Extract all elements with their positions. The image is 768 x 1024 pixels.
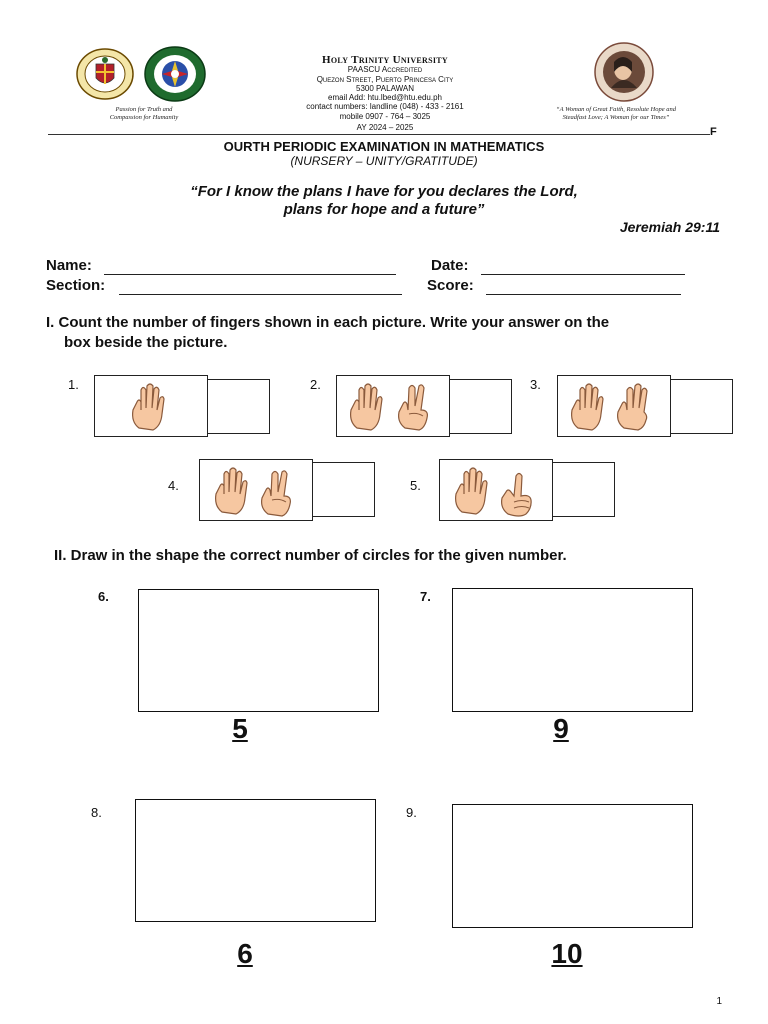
- hand-five-icon: [456, 468, 487, 514]
- part1-instruction-line-2: box beside the picture.: [64, 334, 228, 351]
- target-number-9: 10: [551, 938, 583, 969]
- finger-picture-4: [199, 459, 313, 521]
- item-number: 9.: [406, 805, 417, 820]
- patroness-portrait-icon: [594, 42, 654, 102]
- exam-title: OURTH PERIODIC EXAMINATION IN MATHEMATICS: [223, 139, 545, 154]
- university-seal-icon: [76, 48, 134, 100]
- item-number: 8.: [91, 805, 102, 820]
- score-label: Score:: [427, 277, 474, 294]
- email-address: email Add: htu.lbed@htu.edu.ph: [328, 93, 442, 102]
- part1-instruction: [46, 313, 726, 353]
- department-seal-icon: [144, 46, 206, 102]
- finger-picture-5: [439, 459, 553, 521]
- drawing-box-6[interactable]: [138, 589, 379, 712]
- academic-year: AY 2024 – 2025: [356, 123, 414, 132]
- answer-box-2[interactable]: [449, 379, 512, 434]
- university-name: Holy Trinity University: [322, 54, 448, 66]
- drawing-box-7[interactable]: [452, 588, 693, 712]
- section-field[interactable]: [119, 294, 402, 295]
- street-address: Quezon Street, Puerto Princesa City: [316, 75, 454, 84]
- answer-box-5[interactable]: [552, 462, 615, 517]
- drawing-box-8[interactable]: [135, 799, 376, 922]
- answer-box-3[interactable]: [670, 379, 733, 434]
- item-number: 5.: [410, 478, 421, 493]
- verse-line-2: plans for hope and a future”: [283, 201, 485, 218]
- target-number-7: 9: [553, 713, 569, 744]
- page-number: 1: [716, 996, 722, 1007]
- answer-box-4[interactable]: [312, 462, 375, 517]
- hand-two-icon: [399, 385, 428, 430]
- hand-three-icon: [618, 384, 647, 430]
- drawing-box-9[interactable]: [452, 804, 693, 928]
- corner-letter: F: [710, 126, 717, 138]
- score-field[interactable]: [486, 294, 681, 295]
- target-number-6: 5: [232, 713, 248, 744]
- landline-number: contact numbers: landline (048) - 433 - 2161: [306, 102, 464, 111]
- hand-five-icon: [572, 384, 603, 430]
- mobile-number: mobile 0907 - 764 – 3025: [339, 112, 431, 121]
- answer-box-1[interactable]: [207, 379, 270, 434]
- hand-five-icon: [216, 468, 247, 514]
- item-number: 7.: [420, 589, 431, 604]
- hand-five-icon: [133, 384, 164, 430]
- section-label: Section:: [46, 277, 106, 294]
- verse-line-1: “For I know the plans I have for you declares the Lord,: [190, 183, 578, 200]
- item-number: 4.: [168, 478, 179, 493]
- header-divider: [48, 134, 710, 135]
- verse-reference: Jeremiah 29:11: [619, 219, 720, 235]
- hand-two-icon: [262, 471, 291, 516]
- postal-address: 5300 PALAWAN: [356, 84, 414, 93]
- left-motto: Passion for Truth and Compassion for Humanity: [109, 106, 179, 121]
- item-number: 2.: [310, 377, 321, 392]
- date-field[interactable]: [481, 274, 685, 275]
- hand-one-icon: [502, 474, 532, 517]
- hand-five-icon: [351, 384, 382, 430]
- part1-instruction-line-1: I. Count the number of fingers shown in each picture. Write your answer on the: [46, 314, 610, 331]
- accreditation: PAASCU Accredited: [347, 65, 423, 74]
- finger-picture-2: [336, 375, 450, 437]
- item-number: 6.: [98, 589, 109, 604]
- item-number: 1.: [68, 377, 79, 392]
- part2-instruction: II. Draw in the shape the correct number of circles for the given number.: [54, 547, 567, 564]
- right-motto: “A Woman of Great Faith, Resolute Hope and Steadfast Love; A Woman for our Times”: [555, 106, 676, 121]
- exam-subtitle: (NURSERY – UNITY/GRATITUDE): [290, 154, 478, 168]
- date-label: Date:: [431, 257, 469, 274]
- name-label: Name:: [46, 257, 92, 274]
- name-field[interactable]: [104, 274, 396, 275]
- finger-picture-3: [557, 375, 671, 437]
- target-number-8: 6: [237, 938, 253, 969]
- item-number: 3.: [530, 377, 541, 392]
- finger-picture-1: [94, 375, 208, 437]
